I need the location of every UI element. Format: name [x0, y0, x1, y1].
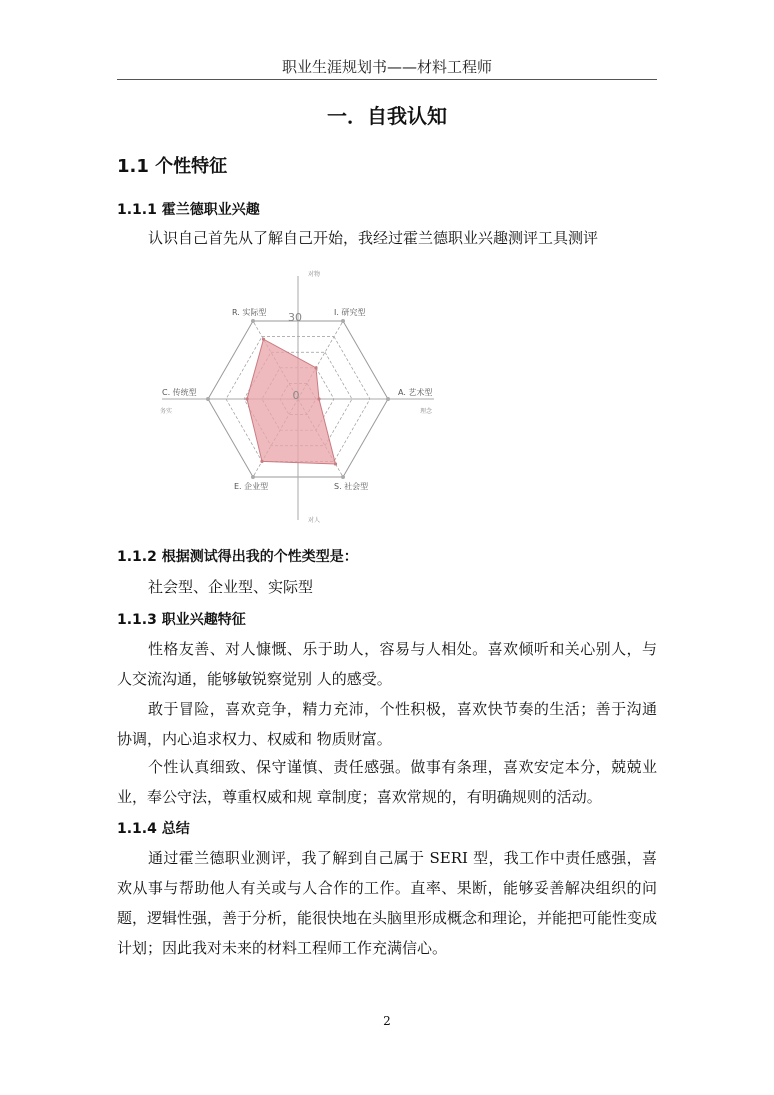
radar-data-point [314, 366, 317, 369]
section-heading-1-1: 1.1 个性特征 [117, 156, 228, 177]
radar-label-E: E. 企业型 [234, 482, 269, 491]
interest-paragraph-1: 性格友善、对人慷慨、乐于助人，容易与人相处。喜欢倾听和关心别人，与人交流沟通，能够敏锐察觉别 人的感受。 [117, 640, 657, 688]
radar-vertex-dot [341, 475, 345, 479]
section-heading-1-1-4: 1.1.4 总结 [117, 821, 190, 837]
radar-vertex-dot [341, 319, 345, 323]
axis-label-bottom: 对人 [308, 517, 321, 524]
scale-min-label: 0 [292, 389, 300, 402]
radar-vertex-dot [251, 319, 255, 323]
running-header: 职业生涯规划书——材料工程师 [281, 58, 492, 76]
summary-paragraph: 通过霍兰德职业测评，我了解到自己属于 SERI 型，我工作中责任感强，喜欢从事与帮助他人有关或与人合作的工作。直率、果断，能够妥善解决组织的问题，逻辑性强，善于分析，能很快地在头脑里形成概念和理论，并能把可能性变成计划；因此我对未来的材料工程师工作充满信心。 [117, 849, 658, 957]
personality-result: 社会型、企业型、实际型 [148, 578, 314, 596]
scale-max-label: 30 [288, 311, 302, 324]
radar-label-R: R. 实际型 [232, 308, 267, 317]
intro-paragraph: 认识自己首先从了解自己开始，我经过霍兰德职业兴趣测评工具测评 [148, 229, 599, 247]
axis-label-left: 务实 [160, 408, 173, 415]
axis-label-top: 对物 [308, 271, 321, 278]
radar-label-S: S. 社会型 [334, 482, 369, 491]
section-heading-1-1-1: 1.1.1 霍兰德职业兴趣 [117, 202, 260, 218]
chapter-title: 一．自我认知 [327, 104, 447, 128]
interest-paragraph-2: 敢于冒险，喜欢竞争，精力充沛，个性积极，喜欢快节奏的生活；善于沟通协调，内心追求权力、权威和 物质财富。 [117, 700, 657, 748]
radar-data-point [334, 462, 337, 465]
radar-data-area [247, 339, 336, 464]
interest-paragraph-3: 个性认真细致、保守谨慎、责任感强。做事有条理，喜欢安定本分，兢兢业业，奉公守法，尊重权威和规 章制度；喜欢常规的，有明确规则的活动。 [117, 758, 657, 806]
radar-label-A: A. 艺术型 [398, 388, 433, 397]
header-rule [117, 79, 657, 80]
holland-radar-chart [150, 262, 450, 524]
axis-label-right: 理念 [420, 408, 433, 415]
radar-data-point [262, 338, 265, 341]
radar-label-I: I. 研究型 [334, 308, 366, 317]
radar-vertex-dot [251, 475, 255, 479]
radar-label-C: C. 传统型 [162, 388, 197, 397]
radar-data-point [317, 397, 320, 400]
radar-data-point [245, 397, 248, 400]
radar-data-point [260, 460, 263, 463]
section-heading-1-1-3: 1.1.3 职业兴趣特征 [117, 612, 246, 628]
section-heading-1-1-2: 1.1.2 根据测试得出我的个性类型是： [117, 549, 358, 565]
page-number: 2 [383, 1014, 391, 1028]
